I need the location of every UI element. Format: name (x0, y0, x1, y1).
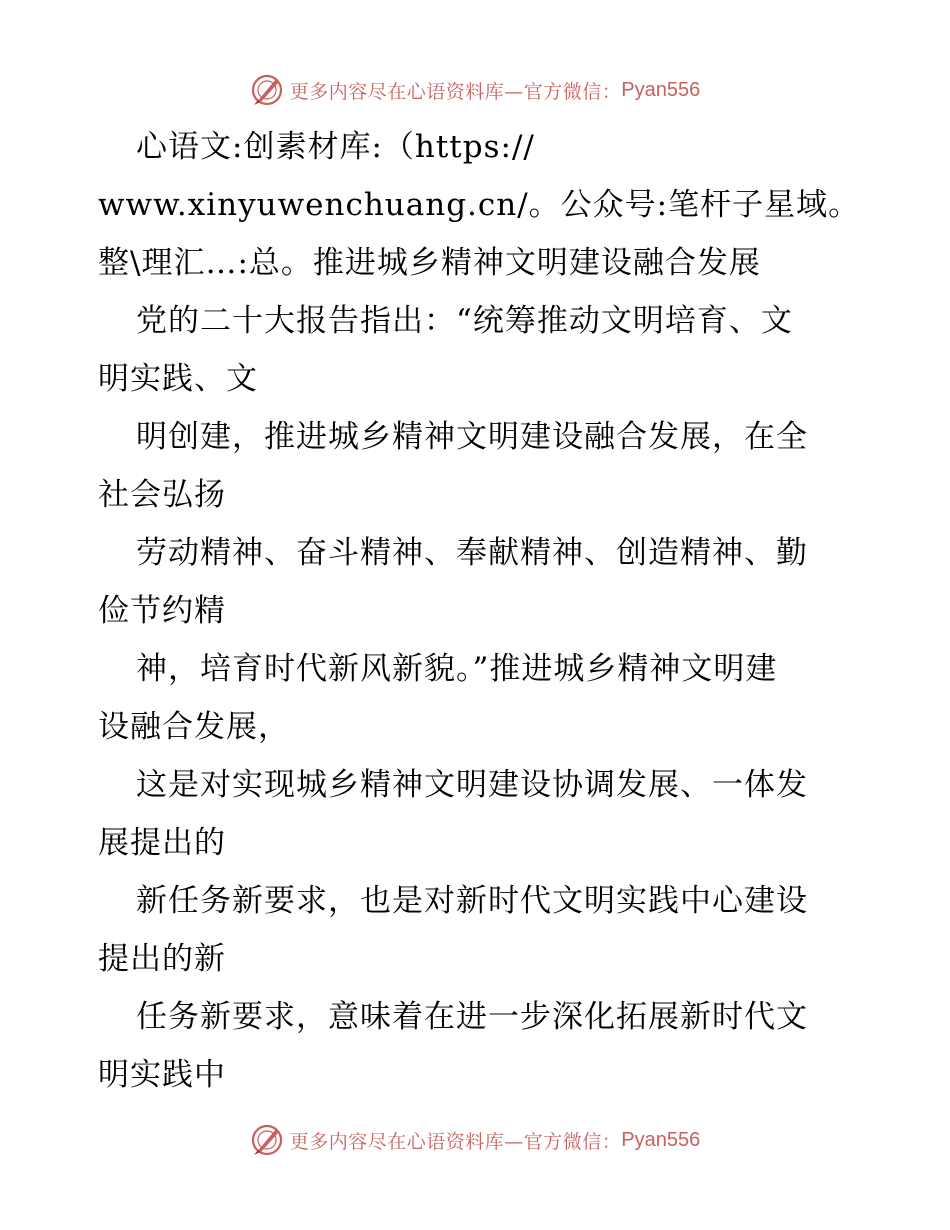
watermark-wechat-id: Pyan556 (621, 78, 701, 101)
document-body (98, 118, 861, 1104)
footer-watermark (0, 1120, 950, 1160)
text-line: 心语文:创素材库:（https:// (136, 129, 535, 165)
text-line: 设融合发展， (98, 709, 290, 745)
text-line: 整\理汇…:总。推进城乡精神文明建设融合发展 (98, 245, 761, 281)
watermark-wechat-id: Pyan556 (621, 1128, 701, 1151)
text-line: 俭节约精 (98, 593, 226, 629)
text-line: 提出的新 (98, 941, 226, 977)
text-line: 劳动精神、奋斗精神、奉献精神、创造精神、勤 (136, 535, 808, 571)
text-line: 神，培育时代新风新貌。”推进城乡精神文明建 (136, 651, 778, 687)
quill-logo-icon (250, 1123, 284, 1157)
text-line: 社会弘扬 (98, 477, 226, 513)
text-line: 这是对实现城乡精神文明建设协调发展、一体发 (136, 767, 808, 803)
text-line: 明实践、文 (98, 361, 258, 397)
text-line: 明实践中 (98, 1057, 226, 1093)
watermark-text: 更多内容尽在心语资料库—官方微信： (289, 1130, 622, 1153)
text-line: 展提出的 (98, 825, 226, 861)
watermark-text: 更多内容尽在心语资料库—官方微信： (289, 80, 622, 103)
text-line: 新任务新要求，也是对新时代文明实践中心建设 (136, 883, 808, 919)
text-line: 明创建，推进城乡精神文明建设融合发展，在全 (136, 419, 808, 455)
quill-logo-icon (250, 73, 284, 107)
text-line: 任务新要求，意味着在进一步深化拓展新时代文 (136, 999, 808, 1035)
text-line: 党的二十大报告指出：“统筹推动文明培育、文 (136, 303, 793, 339)
text-line: www.xinyuwenchuang.cn/。公众号:笔杆子星域。 (98, 187, 861, 223)
header-watermark (0, 70, 950, 110)
